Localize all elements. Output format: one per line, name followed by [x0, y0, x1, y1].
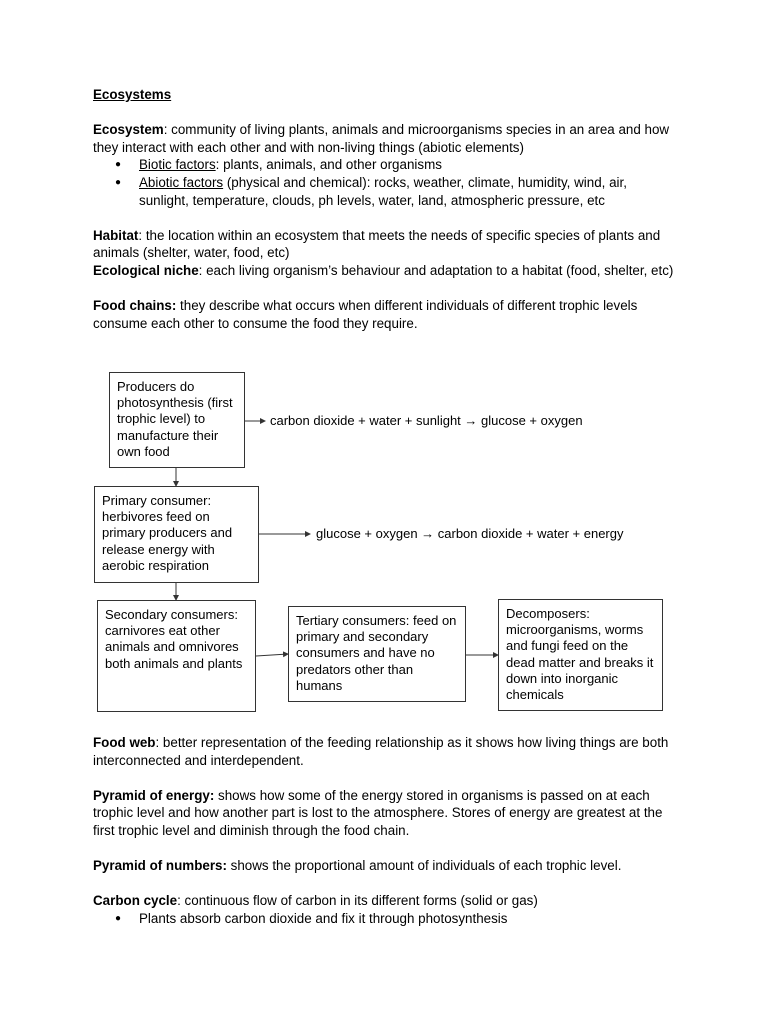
food-chains-definition: [93, 297, 678, 332]
pyramid-energy-definition: [93, 787, 678, 840]
document-body: [93, 86, 678, 332]
list-item: [139, 174, 678, 209]
niche-text: : each living organism’s behaviour and adaptation to a habitat (food, shelter, etc): [198, 262, 674, 278]
abiotic-text: (physical and chemical): rocks, weather, climate, humidity, wind, air, sunlight, temperature, clouds, ph levels, water, land, atmospheric pressure, etc: [139, 174, 627, 208]
arrow-secondary-to-tertiary: [256, 654, 288, 656]
primary-consumer-box: Primary consumer: herbivores feed on primary producers and release energy with aerobic respiration: [94, 486, 259, 583]
tertiary-consumer-box: Tertiary consumers: feed on primary and secondary consumers and have no predators other than humans: [288, 606, 466, 702]
food-web-text: : better representation of the feeding relationship as it shows how living things are both interconnected and interdependent.: [93, 735, 669, 768]
carbon-cycle-text: : continuous flow of carbon in its different forms (solid or gas): [177, 893, 538, 909]
page-title: Ecosystems: [93, 87, 172, 102]
niche-term: Ecological niche: [93, 262, 199, 278]
producers-box: Producers do photosynthesis (first trophic level) to manufacture their own food: [109, 372, 245, 468]
ecosystem-factors-list: [93, 156, 678, 209]
pyramid-numbers-term: Pyramid of numbers:: [93, 858, 227, 874]
biotic-term: Biotic factors: [139, 157, 216, 173]
photosynthesis-equation: carbon dioxide + water + sunlight → glucose + oxygen: [270, 413, 583, 428]
pyramid-numbers-text: shows the proportional amount of individuals of each trophic level.: [226, 858, 622, 874]
habitat-term: Habitat: [93, 227, 139, 243]
ecosystem-text: : community of living plants, animals and microorganisms species in an area and how they interact with each other and with non-living things (abiotic elements): [93, 122, 670, 155]
list-item: ● Plants absorb carbon dioxide and fix it through photosynthesis: [139, 910, 678, 928]
carbon-cycle-definition: [93, 892, 678, 910]
food-chains-text: they describe what occurs when different individuals of different trophic levels consume each other to consume the food they require.: [93, 298, 638, 331]
carbon-cycle-list: [93, 910, 678, 928]
pyramid-energy-text: shows how some of the energy stored in organisms is passed on at each trophic level and how another part is lost to the atmosphere. Stores of energy are greatest at the first trophic level and diminish through the food chain.: [93, 787, 663, 838]
secondary-consumer-box: Secondary consumers: carnivores eat other animals and omnivores both animals and plants: [97, 600, 256, 712]
list-item: [139, 156, 678, 174]
habitat-definition: [93, 227, 678, 262]
document-body-lower: [93, 734, 678, 928]
ecosystem-definition: [93, 121, 678, 156]
decomposers-box: Decomposers: microorganisms, worms and fungi feed on the dead matter and breaks it down into inorganic chemicals: [498, 599, 663, 711]
habitat-text: : the location within an ecosystem that meets the needs of specific species of plants and animals (shelter, water, food, etc): [93, 227, 661, 261]
food-web-definition: [93, 734, 678, 769]
niche-definition: [93, 262, 678, 280]
carbon-cycle-term: Carbon cycle: [93, 893, 178, 909]
ecosystem-term: Ecosystem: [93, 122, 164, 138]
pyramid-energy-term: Pyramid of energy:: [93, 787, 215, 803]
food-chains-term: Food chains:: [93, 298, 177, 314]
respiration-equation: glucose + oxygen → carbon dioxide + water + energy: [316, 526, 624, 541]
pyramid-numbers-definition: [93, 857, 678, 875]
biotic-text: : plants, animals, and other organisms: [215, 157, 442, 173]
food-web-term: Food web: [93, 735, 156, 750]
abiotic-term: Abiotic factors: [139, 174, 224, 190]
